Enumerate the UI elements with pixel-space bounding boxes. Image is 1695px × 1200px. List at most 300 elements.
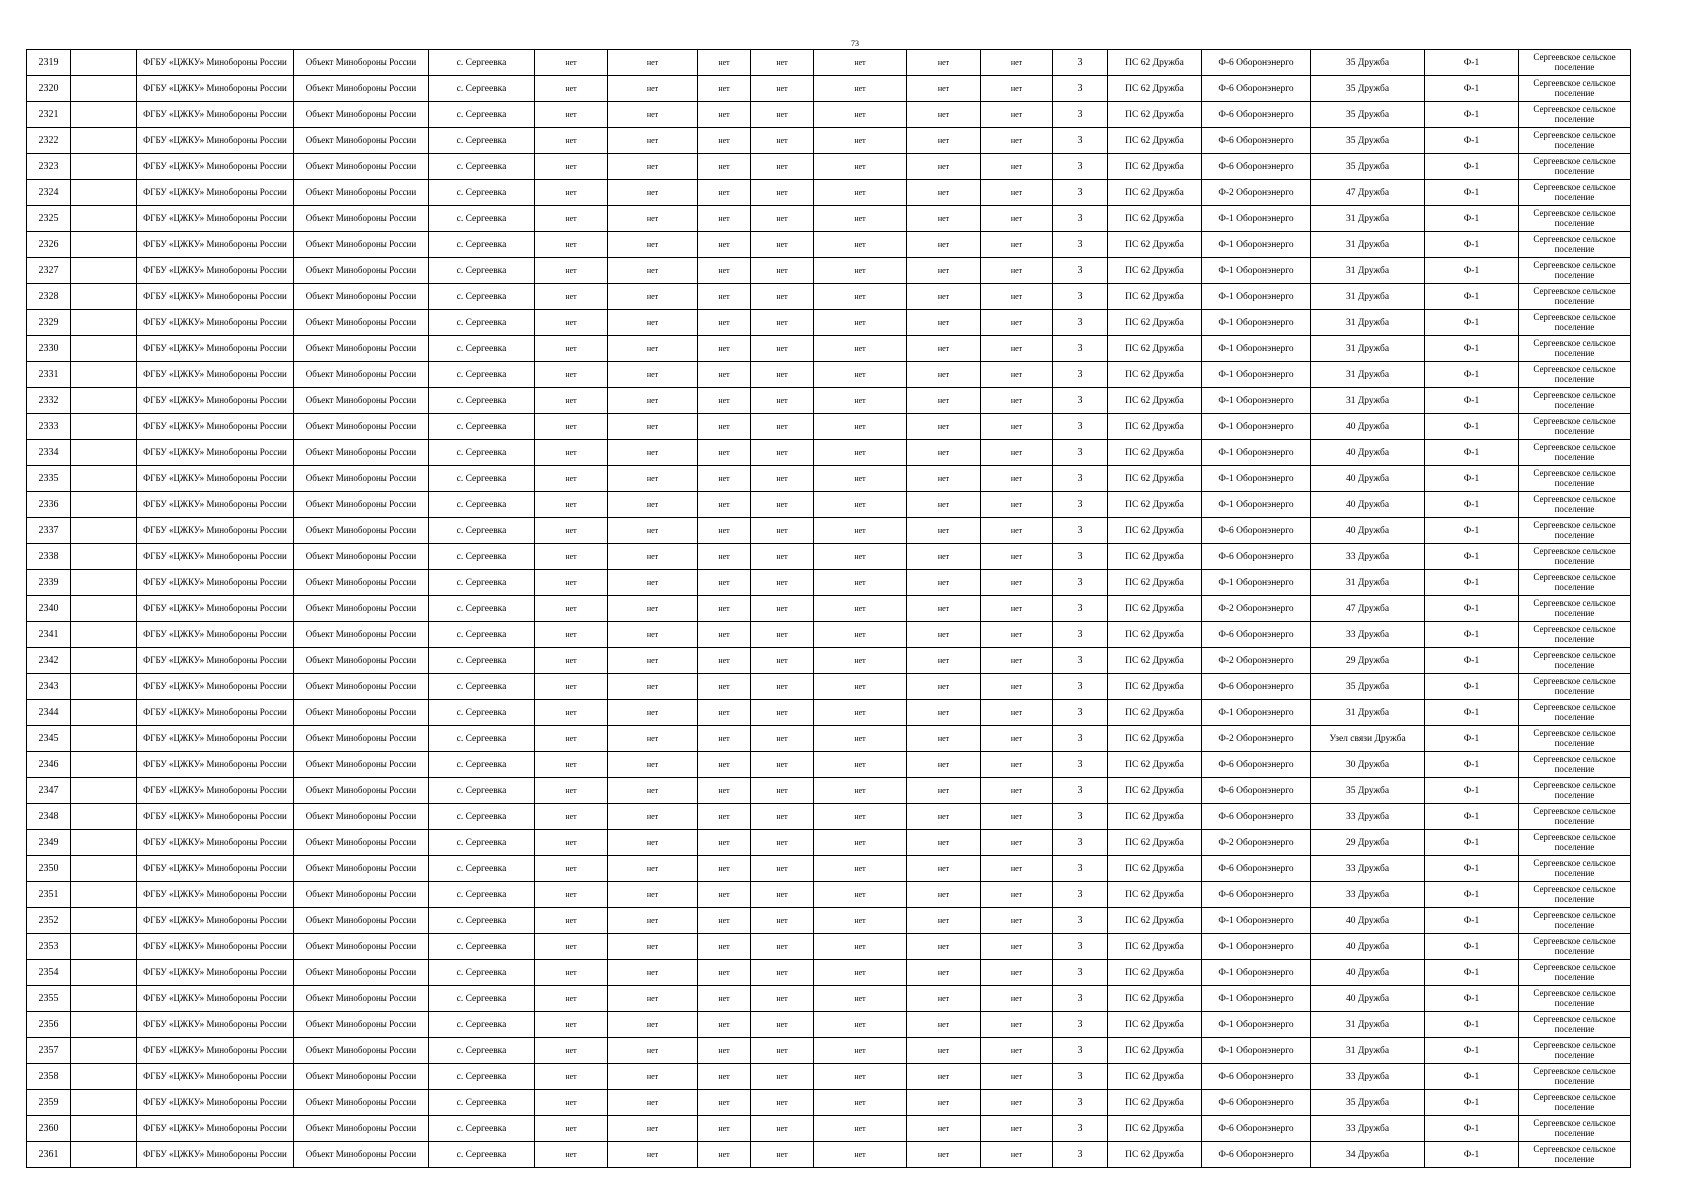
substation-cell: ПС 62 Дружба [1108, 544, 1202, 570]
object-cell: Объект Минобороны России [294, 804, 429, 830]
object-cell: Объект Минобороны России [294, 1090, 429, 1116]
category-cell: 3 [1053, 986, 1108, 1012]
flag-cell-3: нет [698, 180, 751, 206]
flag-cell-3: нет [698, 128, 751, 154]
flag-cell-7: нет [981, 180, 1053, 206]
flag-cell-4: нет [751, 882, 814, 908]
locality-cell: с. Сергеевка [429, 50, 535, 76]
settlement-cell: Сергеевское сельское поселение [1519, 1090, 1631, 1116]
flag-cell-3: нет [698, 362, 751, 388]
flag-cell-4: нет [751, 50, 814, 76]
flag-cell-2: нет [608, 908, 698, 934]
owner-cell: ФГБУ «ЦЖКУ» Минобороны России [137, 466, 294, 492]
transformer-cell: 31 Дружба [1311, 1012, 1425, 1038]
row-number-cell: 2351 [27, 882, 71, 908]
flag-cell-1: нет [535, 518, 608, 544]
line-cell: Ф-1 [1425, 362, 1519, 388]
flag-cell-5: нет [814, 1090, 907, 1116]
category-cell: 3 [1053, 128, 1108, 154]
substation-cell: ПС 62 Дружба [1108, 804, 1202, 830]
flag-cell-7: нет [981, 934, 1053, 960]
owner-cell: ФГБУ «ЦЖКУ» Минобороны России [137, 258, 294, 284]
flag-cell-4: нет [751, 596, 814, 622]
blank-cell [71, 440, 137, 466]
flag-cell-6: нет [907, 596, 981, 622]
flag-cell-4: нет [751, 414, 814, 440]
substation-cell: ПС 62 Дружба [1108, 700, 1202, 726]
transformer-cell: 35 Дружба [1311, 1090, 1425, 1116]
table-row [27, 310, 1631, 336]
flag-cell-4: нет [751, 128, 814, 154]
object-cell: Объект Минобороны России [294, 986, 429, 1012]
owner-cell: ФГБУ «ЦЖКУ» Минобороны России [137, 518, 294, 544]
flag-cell-1: нет [535, 466, 608, 492]
flag-cell-6: нет [907, 700, 981, 726]
flag-cell-7: нет [981, 622, 1053, 648]
table-row [27, 622, 1631, 648]
substation-cell: ПС 62 Дружба [1108, 986, 1202, 1012]
flag-cell-3: нет [698, 1090, 751, 1116]
flag-cell-7: нет [981, 232, 1053, 258]
flag-cell-6: нет [907, 180, 981, 206]
category-cell: 3 [1053, 1142, 1108, 1168]
flag-cell-2: нет [608, 362, 698, 388]
flag-cell-5: нет [814, 518, 907, 544]
feeder-cell: Ф-1 Оборонэнерго [1202, 336, 1311, 362]
flag-cell-3: нет [698, 1012, 751, 1038]
row-number-cell: 2344 [27, 700, 71, 726]
line-cell: Ф-1 [1425, 336, 1519, 362]
flag-cell-1: нет [535, 596, 608, 622]
locality-cell: с. Сергеевка [429, 1090, 535, 1116]
flag-cell-1: нет [535, 544, 608, 570]
category-cell: 3 [1053, 1064, 1108, 1090]
transformer-cell: 35 Дружба [1311, 102, 1425, 128]
locality-cell: с. Сергеевка [429, 102, 535, 128]
object-cell: Объект Минобороны России [294, 310, 429, 336]
flag-cell-2: нет [608, 986, 698, 1012]
substation-cell: ПС 62 Дружба [1108, 50, 1202, 76]
row-number-cell: 2347 [27, 778, 71, 804]
flag-cell-7: нет [981, 128, 1053, 154]
flag-cell-1: нет [535, 414, 608, 440]
blank-cell [71, 180, 137, 206]
feeder-cell: Ф-1 Оборонэнерго [1202, 1038, 1311, 1064]
flag-cell-4: нет [751, 466, 814, 492]
category-cell: 3 [1053, 284, 1108, 310]
settlement-cell: Сергеевское сельское поселение [1519, 830, 1631, 856]
feeder-cell: Ф-1 Оборонэнерго [1202, 440, 1311, 466]
flag-cell-6: нет [907, 882, 981, 908]
flag-cell-4: нет [751, 986, 814, 1012]
table-row [27, 284, 1631, 310]
table-row [27, 232, 1631, 258]
flag-cell-5: нет [814, 414, 907, 440]
object-cell: Объект Минобороны России [294, 154, 429, 180]
transformer-cell: 40 Дружба [1311, 414, 1425, 440]
flag-cell-6: нет [907, 778, 981, 804]
category-cell: 3 [1053, 1038, 1108, 1064]
flag-cell-7: нет [981, 856, 1053, 882]
substation-cell: ПС 62 Дружба [1108, 154, 1202, 180]
feeder-cell: Ф-6 Оборонэнерго [1202, 544, 1311, 570]
locality-cell: с. Сергеевка [429, 466, 535, 492]
object-cell: Объект Минобороны России [294, 128, 429, 154]
row-number-cell: 2357 [27, 1038, 71, 1064]
flag-cell-6: нет [907, 440, 981, 466]
flag-cell-5: нет [814, 440, 907, 466]
object-cell: Объект Минобороны России [294, 258, 429, 284]
flag-cell-5: нет [814, 648, 907, 674]
owner-cell: ФГБУ «ЦЖКУ» Минобороны России [137, 1012, 294, 1038]
flag-cell-4: нет [751, 102, 814, 128]
flag-cell-4: нет [751, 570, 814, 596]
flag-cell-7: нет [981, 960, 1053, 986]
settlement-cell: Сергеевское сельское поселение [1519, 1038, 1631, 1064]
blank-cell [71, 778, 137, 804]
locality-cell: с. Сергеевка [429, 726, 535, 752]
flag-cell-6: нет [907, 76, 981, 102]
flag-cell-7: нет [981, 518, 1053, 544]
blank-cell [71, 934, 137, 960]
flag-cell-3: нет [698, 622, 751, 648]
category-cell: 3 [1053, 544, 1108, 570]
flag-cell-6: нет [907, 622, 981, 648]
flag-cell-1: нет [535, 830, 608, 856]
flag-cell-3: нет [698, 830, 751, 856]
settlement-cell: Сергеевское сельское поселение [1519, 908, 1631, 934]
flag-cell-3: нет [698, 492, 751, 518]
flag-cell-7: нет [981, 388, 1053, 414]
line-cell: Ф-1 [1425, 154, 1519, 180]
feeder-cell: Ф-1 Оборонэнерго [1202, 908, 1311, 934]
page-number: 73 [851, 39, 859, 48]
table-row [27, 128, 1631, 154]
flag-cell-2: нет [608, 1116, 698, 1142]
flag-cell-6: нет [907, 206, 981, 232]
settlement-cell: Сергеевское сельское поселение [1519, 50, 1631, 76]
flag-cell-5: нет [814, 804, 907, 830]
flag-cell-3: нет [698, 1116, 751, 1142]
locality-cell: с. Сергеевка [429, 310, 535, 336]
flag-cell-5: нет [814, 778, 907, 804]
line-cell: Ф-1 [1425, 726, 1519, 752]
flag-cell-5: нет [814, 154, 907, 180]
object-cell: Объект Минобороны России [294, 1116, 429, 1142]
transformer-cell: 40 Дружба [1311, 934, 1425, 960]
transformer-cell: 31 Дружба [1311, 1038, 1425, 1064]
flag-cell-2: нет [608, 258, 698, 284]
substation-cell: ПС 62 Дружба [1108, 232, 1202, 258]
blank-cell [71, 882, 137, 908]
feeder-cell: Ф-6 Оборонэнерго [1202, 856, 1311, 882]
settlement-cell: Сергеевское сельское поселение [1519, 934, 1631, 960]
substation-cell: ПС 62 Дружба [1108, 1116, 1202, 1142]
blank-cell [71, 1142, 137, 1168]
feeder-cell: Ф-6 Оборонэнерго [1202, 1116, 1311, 1142]
transformer-cell: 31 Дружба [1311, 336, 1425, 362]
flag-cell-5: нет [814, 336, 907, 362]
flag-cell-4: нет [751, 518, 814, 544]
row-number-cell: 2322 [27, 128, 71, 154]
owner-cell: ФГБУ «ЦЖКУ» Минобороны России [137, 700, 294, 726]
blank-cell [71, 622, 137, 648]
flag-cell-6: нет [907, 674, 981, 700]
blank-cell [71, 492, 137, 518]
flag-cell-6: нет [907, 310, 981, 336]
owner-cell: ФГБУ «ЦЖКУ» Минобороны России [137, 1038, 294, 1064]
category-cell: 3 [1053, 466, 1108, 492]
owner-cell: ФГБУ «ЦЖКУ» Минобороны России [137, 76, 294, 102]
settlement-cell: Сергеевское сельское поселение [1519, 882, 1631, 908]
object-cell: Объект Минобороны России [294, 1012, 429, 1038]
blank-cell [71, 648, 137, 674]
locality-cell: с. Сергеевка [429, 258, 535, 284]
feeder-cell: Ф-6 Оборонэнерго [1202, 102, 1311, 128]
category-cell: 3 [1053, 882, 1108, 908]
flag-cell-1: нет [535, 882, 608, 908]
flag-cell-1: нет [535, 232, 608, 258]
category-cell: 3 [1053, 726, 1108, 752]
table-row [27, 700, 1631, 726]
settlement-cell: Сергеевское сельское поселение [1519, 960, 1631, 986]
line-cell: Ф-1 [1425, 544, 1519, 570]
settlement-cell: Сергеевское сельское поселение [1519, 414, 1631, 440]
flag-cell-5: нет [814, 882, 907, 908]
feeder-cell: Ф-2 Оборонэнерго [1202, 726, 1311, 752]
object-cell: Объект Минобороны России [294, 518, 429, 544]
object-cell: Объект Минобороны России [294, 440, 429, 466]
flag-cell-7: нет [981, 700, 1053, 726]
table-row [27, 336, 1631, 362]
category-cell: 3 [1053, 1012, 1108, 1038]
flag-cell-3: нет [698, 1038, 751, 1064]
row-number-cell: 2343 [27, 674, 71, 700]
table-row [27, 830, 1631, 856]
flag-cell-6: нет [907, 50, 981, 76]
flag-cell-4: нет [751, 362, 814, 388]
feeder-cell: Ф-1 Оборонэнерго [1202, 206, 1311, 232]
flag-cell-2: нет [608, 388, 698, 414]
flag-cell-2: нет [608, 310, 698, 336]
blank-cell [71, 1012, 137, 1038]
flag-cell-5: нет [814, 388, 907, 414]
line-cell: Ф-1 [1425, 518, 1519, 544]
flag-cell-4: нет [751, 1012, 814, 1038]
owner-cell: ФГБУ «ЦЖКУ» Минобороны России [137, 440, 294, 466]
flag-cell-5: нет [814, 466, 907, 492]
line-cell: Ф-1 [1425, 76, 1519, 102]
blank-cell [71, 674, 137, 700]
feeder-cell: Ф-1 Оборонэнерго [1202, 362, 1311, 388]
category-cell: 3 [1053, 440, 1108, 466]
flag-cell-7: нет [981, 76, 1053, 102]
flag-cell-4: нет [751, 778, 814, 804]
flag-cell-5: нет [814, 1064, 907, 1090]
line-cell: Ф-1 [1425, 934, 1519, 960]
flag-cell-2: нет [608, 50, 698, 76]
blank-cell [71, 908, 137, 934]
line-cell: Ф-1 [1425, 778, 1519, 804]
row-number-cell: 2360 [27, 1116, 71, 1142]
category-cell: 3 [1053, 518, 1108, 544]
flag-cell-1: нет [535, 856, 608, 882]
blank-cell [71, 960, 137, 986]
substation-cell: ПС 62 Дружба [1108, 388, 1202, 414]
flag-cell-4: нет [751, 908, 814, 934]
substation-cell: ПС 62 Дружба [1108, 726, 1202, 752]
flag-cell-4: нет [751, 154, 814, 180]
flag-cell-5: нет [814, 856, 907, 882]
settlement-cell: Сергеевское сельское поселение [1519, 388, 1631, 414]
flag-cell-2: нет [608, 154, 698, 180]
locality-cell: с. Сергеевка [429, 648, 535, 674]
row-number-cell: 2346 [27, 752, 71, 778]
table-row [27, 986, 1631, 1012]
blank-cell [71, 284, 137, 310]
object-cell: Объект Минобороны России [294, 882, 429, 908]
object-cell: Объект Минобороны России [294, 102, 429, 128]
blank-cell [71, 362, 137, 388]
settlement-cell: Сергеевское сельское поселение [1519, 518, 1631, 544]
flag-cell-7: нет [981, 466, 1053, 492]
object-cell: Объект Минобороны России [294, 596, 429, 622]
flag-cell-2: нет [608, 830, 698, 856]
flag-cell-7: нет [981, 362, 1053, 388]
transformer-cell: 29 Дружба [1311, 830, 1425, 856]
feeder-cell: Ф-1 Оборонэнерго [1202, 388, 1311, 414]
blank-cell [71, 76, 137, 102]
register-body [27, 50, 1631, 1168]
flag-cell-4: нет [751, 492, 814, 518]
flag-cell-7: нет [981, 908, 1053, 934]
locality-cell: с. Сергеевка [429, 154, 535, 180]
feeder-cell: Ф-6 Оборонэнерго [1202, 128, 1311, 154]
line-cell: Ф-1 [1425, 1012, 1519, 1038]
flag-cell-3: нет [698, 986, 751, 1012]
feeder-cell: Ф-6 Оборонэнерго [1202, 1090, 1311, 1116]
flag-cell-4: нет [751, 804, 814, 830]
flag-cell-3: нет [698, 570, 751, 596]
locality-cell: с. Сергеевка [429, 752, 535, 778]
substation-cell: ПС 62 Дружба [1108, 76, 1202, 102]
row-number-cell: 2321 [27, 102, 71, 128]
flag-cell-5: нет [814, 674, 907, 700]
flag-cell-7: нет [981, 1090, 1053, 1116]
line-cell: Ф-1 [1425, 258, 1519, 284]
table-row [27, 804, 1631, 830]
flag-cell-7: нет [981, 284, 1053, 310]
settlement-cell: Сергеевское сельское поселение [1519, 986, 1631, 1012]
line-cell: Ф-1 [1425, 440, 1519, 466]
flag-cell-5: нет [814, 180, 907, 206]
table-row [27, 440, 1631, 466]
flag-cell-1: нет [535, 804, 608, 830]
transformer-cell: 33 Дружба [1311, 622, 1425, 648]
flag-cell-2: нет [608, 336, 698, 362]
locality-cell: с. Сергеевка [429, 674, 535, 700]
flag-cell-4: нет [751, 934, 814, 960]
substation-cell: ПС 62 Дружба [1108, 778, 1202, 804]
flag-cell-6: нет [907, 414, 981, 440]
flag-cell-6: нет [907, 1116, 981, 1142]
flag-cell-1: нет [535, 310, 608, 336]
object-cell: Объект Минобороны России [294, 856, 429, 882]
transformer-cell: 35 Дружба [1311, 778, 1425, 804]
flag-cell-6: нет [907, 492, 981, 518]
flag-cell-5: нет [814, 1012, 907, 1038]
line-cell: Ф-1 [1425, 830, 1519, 856]
transformer-cell: 30 Дружба [1311, 752, 1425, 778]
flag-cell-6: нет [907, 752, 981, 778]
row-number-cell: 2349 [27, 830, 71, 856]
line-cell: Ф-1 [1425, 986, 1519, 1012]
locality-cell: с. Сергеевка [429, 804, 535, 830]
flag-cell-5: нет [814, 1038, 907, 1064]
flag-cell-1: нет [535, 154, 608, 180]
line-cell: Ф-1 [1425, 206, 1519, 232]
line-cell: Ф-1 [1425, 1090, 1519, 1116]
line-cell: Ф-1 [1425, 466, 1519, 492]
owner-cell: ФГБУ «ЦЖКУ» Минобороны России [137, 1142, 294, 1168]
object-cell: Объект Минобороны России [294, 960, 429, 986]
locality-cell: с. Сергеевка [429, 518, 535, 544]
transformer-cell: 35 Дружба [1311, 674, 1425, 700]
feeder-cell: Ф-1 Оборонэнерго [1202, 492, 1311, 518]
flag-cell-4: нет [751, 232, 814, 258]
flag-cell-2: нет [608, 128, 698, 154]
row-number-cell: 2361 [27, 1142, 71, 1168]
flag-cell-7: нет [981, 258, 1053, 284]
locality-cell: с. Сергеевка [429, 700, 535, 726]
transformer-cell: 31 Дружба [1311, 284, 1425, 310]
locality-cell: с. Сергеевка [429, 986, 535, 1012]
flag-cell-6: нет [907, 1064, 981, 1090]
line-cell: Ф-1 [1425, 882, 1519, 908]
row-number-cell: 2323 [27, 154, 71, 180]
flag-cell-5: нет [814, 622, 907, 648]
feeder-cell: Ф-6 Оборонэнерго [1202, 674, 1311, 700]
transformer-cell: 35 Дружба [1311, 128, 1425, 154]
flag-cell-7: нет [981, 882, 1053, 908]
flag-cell-1: нет [535, 908, 608, 934]
owner-cell: ФГБУ «ЦЖКУ» Минобороны России [137, 726, 294, 752]
locality-cell: с. Сергеевка [429, 908, 535, 934]
category-cell: 3 [1053, 804, 1108, 830]
substation-cell: ПС 62 Дружба [1108, 414, 1202, 440]
flag-cell-7: нет [981, 648, 1053, 674]
flag-cell-4: нет [751, 180, 814, 206]
flag-cell-6: нет [907, 570, 981, 596]
owner-cell: ФГБУ «ЦЖКУ» Минобороны России [137, 388, 294, 414]
blank-cell [71, 1064, 137, 1090]
flag-cell-5: нет [814, 830, 907, 856]
owner-cell: ФГБУ «ЦЖКУ» Минобороны России [137, 284, 294, 310]
substation-cell: ПС 62 Дружба [1108, 518, 1202, 544]
line-cell: Ф-1 [1425, 1038, 1519, 1064]
flag-cell-2: нет [608, 778, 698, 804]
flag-cell-6: нет [907, 960, 981, 986]
blank-cell [71, 518, 137, 544]
blank-cell [71, 128, 137, 154]
owner-cell: ФГБУ «ЦЖКУ» Минобороны России [137, 1064, 294, 1090]
flag-cell-7: нет [981, 206, 1053, 232]
flag-cell-2: нет [608, 700, 698, 726]
line-cell: Ф-1 [1425, 856, 1519, 882]
row-number-cell: 2342 [27, 648, 71, 674]
blank-cell [71, 570, 137, 596]
flag-cell-1: нет [535, 102, 608, 128]
